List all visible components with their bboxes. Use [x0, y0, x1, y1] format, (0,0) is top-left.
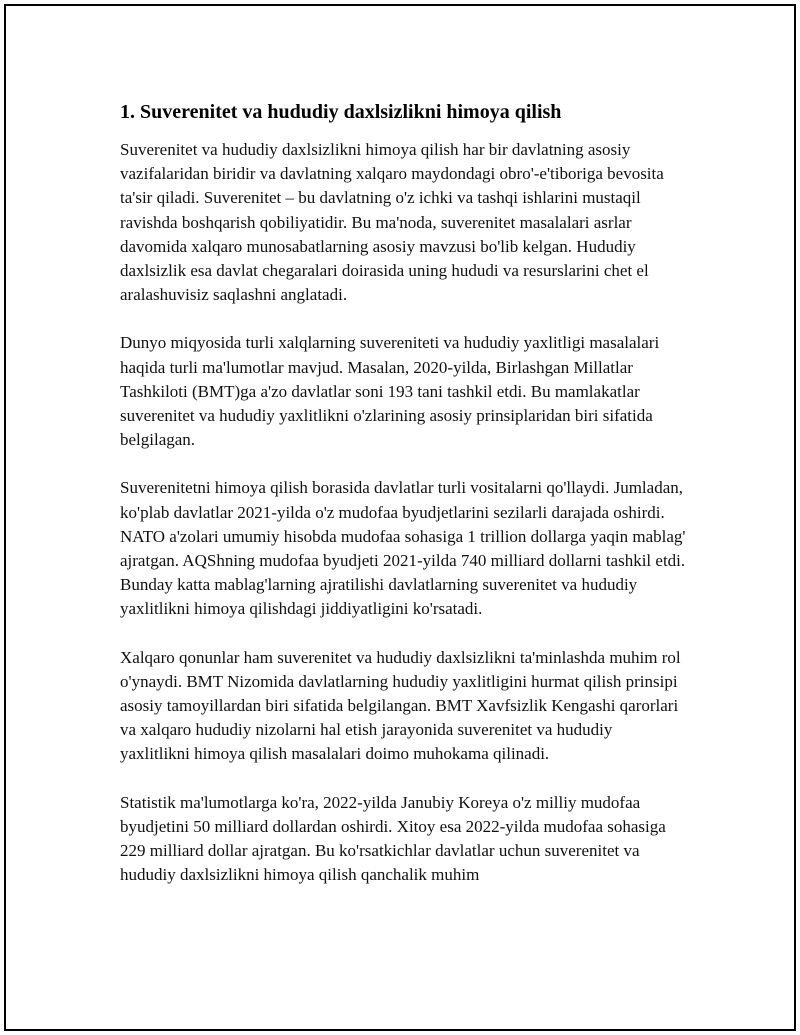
document-body	[120, 99, 686, 911]
paragraph-3: Suverenitetni himoya qilish borasida davlatlar turli vositalarni qo'llaydi. Jumladan, ko'plab davlatlar 2021-yilda o'z mudofaa byudjetlarini sezilarli darajada oshirdi. NATO a'zolari umumiy hisobda mudofaa sohasiga 1 trillion dollarga yaqin mablag' ajratgan. AQShning mudofaa byudjeti 2021-yilda 740 milliard dollarni tashkil etdi. Bunday katta mablag'larning ajratilishi davlatlarning suverenitet va hududiy yaxlitlikni himoya qilishdagi jiddiyatligini ko'rsatadi.	[120, 478, 686, 619]
paragraph-4: Xalqaro qonunlar ham suverenitet va hududiy daxlsizlikni ta'minlashda muhim rol o'ynaydi. BMT Nizomida davlatlarning hududiy yaxlitligini hurmat qilish prinsipi asosiy tamoyillardan biri sifatida belgilangan. BMT Xavfsizlik Kengashi qarorlari va xalqaro hududiy nizolarni hal etish jarayonida suverenitet va hududiy yaxlitlikni himoya qilish masalalari doimo muhokama qilinadi.	[120, 647, 681, 764]
paragraph-5: Statistik ma'lumotlarga ko'ra, 2022-yilda Janubiy Koreya o'z milliy mudofaa byudjetini 50 milliard dollardan oshirdi. Xitoy esa 2022-yilda mudofaa sohasiga 229 milliard dollar ajratgan. Bu ko'rsatkichlar davlatlar uchun suverenitet va hududiy daxlsizlikni himoya qilish qanchalik muhim	[120, 792, 666, 885]
document-page	[4, 4, 796, 1031]
paragraph-1: Suverenitet va hududiy daxlsizlikni himoya qilish har bir davlatning asosiy vazifalaridan biridir va davlatning xalqaro maydondagi obro'-e'tiboriga bevosita ta'sir qiladi. Suverenitet – bu davlatning o'z ichki va tashqi ishlarini mustaqil ravishda boshqarish qobiliyatidir. Bu ma'noda, suverenitet masalalari asrlar davomida xalqaro munosabatlarning asosiy mavzusi bo'lib kelgan. Hududiy daxlsizlik esa davlat chegaralari doirasida uning hududi va resurslarini chet el aralashuvisiz saqlashni anglatadi.	[120, 140, 664, 305]
section-heading: 1. Suverenitet va hududiy daxlsizlikni himoya qilish	[120, 101, 562, 123]
paragraph-2: Dunyo miqyosida turli xalqlarning suvereniteti va hududiy yaxlitligi masalalari haqida turli ma'lumotlar mavjud. Masalan, 2020-yilda, Birlashgan Millatlar Tashkiloti (BMT)ga a'zo davlatlar soni 193 tani tashkil etdi. Bu mamlakatlar suverenitet va hududiy yaxlitlikni o'zlarining asosiy prinsiplaridan biri sifatida belgilagan.	[120, 333, 660, 450]
